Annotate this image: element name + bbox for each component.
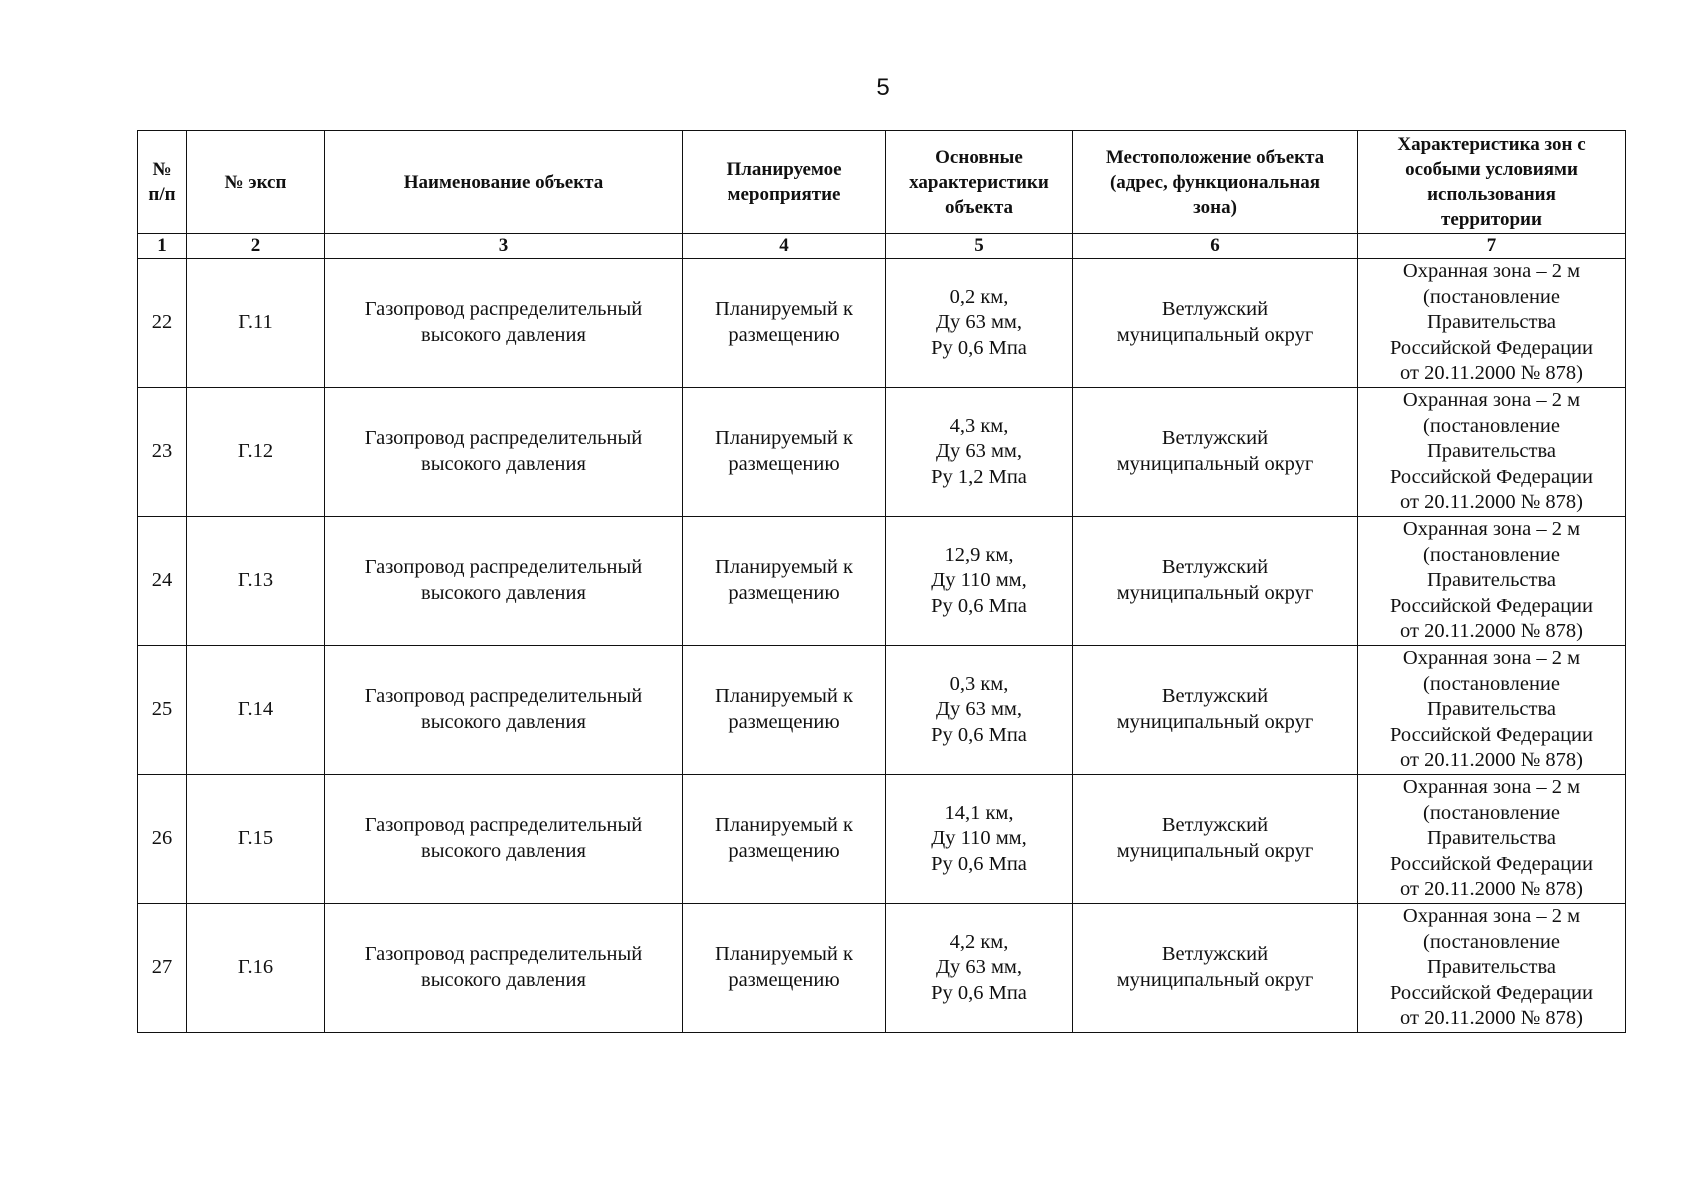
- cell-action: Планируемый к размещению: [683, 775, 886, 904]
- cell-num: 23: [138, 388, 187, 517]
- table-row: [138, 259, 1626, 388]
- column-number: 4: [683, 234, 886, 259]
- cell-location: Ветлужский муниципальный округ: [1073, 904, 1358, 1033]
- cell-code: Г.12: [187, 388, 325, 517]
- cell-name: Газопровод распределительный высокого давления: [325, 775, 683, 904]
- cell-action: Планируемый к размещению: [683, 259, 886, 388]
- header-cell-specs: Основные характеристики объекта: [886, 131, 1073, 234]
- cell-code: Г.13: [187, 517, 325, 646]
- cell-specs: 14,1 км, Ду 110 мм, Ру 0,6 Мпа: [886, 775, 1073, 904]
- cell-num: 27: [138, 904, 187, 1033]
- cell-num: 24: [138, 517, 187, 646]
- cell-location: Ветлужский муниципальный округ: [1073, 775, 1358, 904]
- column-number: 2: [187, 234, 325, 259]
- cell-name: Газопровод распределительный высокого давления: [325, 259, 683, 388]
- cell-action: Планируемый к размещению: [683, 904, 886, 1033]
- cell-specs: 4,3 км, Ду 63 мм, Ру 1,2 Мпа: [886, 388, 1073, 517]
- cell-location: Ветлужский муниципальный округ: [1073, 259, 1358, 388]
- header-cell-zone: Характеристика зон с особыми условиями использования территории: [1358, 131, 1626, 234]
- cell-location: Ветлужский муниципальный округ: [1073, 388, 1358, 517]
- cell-zone: Охранная зона – 2 м (постановление Правительства Российской Федерации от 20.11.2000 № 878): [1358, 388, 1626, 517]
- objects-table: [137, 130, 1626, 1033]
- cell-specs: 12,9 км, Ду 110 мм, Ру 0,6 Мпа: [886, 517, 1073, 646]
- cell-name: Газопровод распределительный высокого давления: [325, 904, 683, 1033]
- cell-zone: Охранная зона – 2 м (постановление Правительства Российской Федерации от 20.11.2000 № 878): [1358, 904, 1626, 1033]
- column-number: 7: [1358, 234, 1626, 259]
- table-row: [138, 646, 1626, 775]
- table-row: [138, 775, 1626, 904]
- cell-action: Планируемый к размещению: [683, 388, 886, 517]
- cell-action: Планируемый к размещению: [683, 646, 886, 775]
- cell-zone: Охранная зона – 2 м (постановление Правительства Российской Федерации от 20.11.2000 № 878): [1358, 775, 1626, 904]
- column-number: 3: [325, 234, 683, 259]
- cell-specs: 0,3 км, Ду 63 мм, Ру 0,6 Мпа: [886, 646, 1073, 775]
- table-row: [138, 388, 1626, 517]
- cell-zone: Охранная зона – 2 м (постановление Правительства Российской Федерации от 20.11.2000 № 878): [1358, 517, 1626, 646]
- header-cell-action: Планируемое мероприятие: [683, 131, 886, 234]
- table-row: [138, 517, 1626, 646]
- header-cell-code: № эксп: [187, 131, 325, 234]
- cell-action: Планируемый к размещению: [683, 517, 886, 646]
- cell-num: 22: [138, 259, 187, 388]
- page-number: 5: [876, 74, 890, 101]
- cell-num: 26: [138, 775, 187, 904]
- table-row: [138, 904, 1626, 1033]
- cell-num: 25: [138, 646, 187, 775]
- cell-name: Газопровод распределительный высокого давления: [325, 646, 683, 775]
- cell-code: Г.11: [187, 259, 325, 388]
- cell-name: Газопровод распределительный высокого давления: [325, 517, 683, 646]
- column-number: 1: [138, 234, 187, 259]
- cell-name: Газопровод распределительный высокого давления: [325, 388, 683, 517]
- cell-code: Г.14: [187, 646, 325, 775]
- cell-zone: Охранная зона – 2 м (постановление Правительства Российской Федерации от 20.11.2000 № 878): [1358, 646, 1626, 775]
- header-cell-name: Наименование объекта: [325, 131, 683, 234]
- cell-location: Ветлужский муниципальный округ: [1073, 646, 1358, 775]
- cell-zone: Охранная зона – 2 м (постановление Правительства Российской Федерации от 20.11.2000 № 878): [1358, 259, 1626, 388]
- column-number: 5: [886, 234, 1073, 259]
- column-number: 6: [1073, 234, 1358, 259]
- cell-code: Г.16: [187, 904, 325, 1033]
- table-header-row: [138, 131, 1626, 234]
- cell-specs: 0,2 км, Ду 63 мм, Ру 0,6 Мпа: [886, 259, 1073, 388]
- header-cell-num: № п/п: [138, 131, 187, 234]
- cell-code: Г.15: [187, 775, 325, 904]
- column-number-row: [138, 234, 1626, 259]
- cell-location: Ветлужский муниципальный округ: [1073, 517, 1358, 646]
- header-cell-location: Местоположение объекта (адрес, функциональная зона): [1073, 131, 1358, 234]
- cell-specs: 4,2 км, Ду 63 мм, Ру 0,6 Мпа: [886, 904, 1073, 1033]
